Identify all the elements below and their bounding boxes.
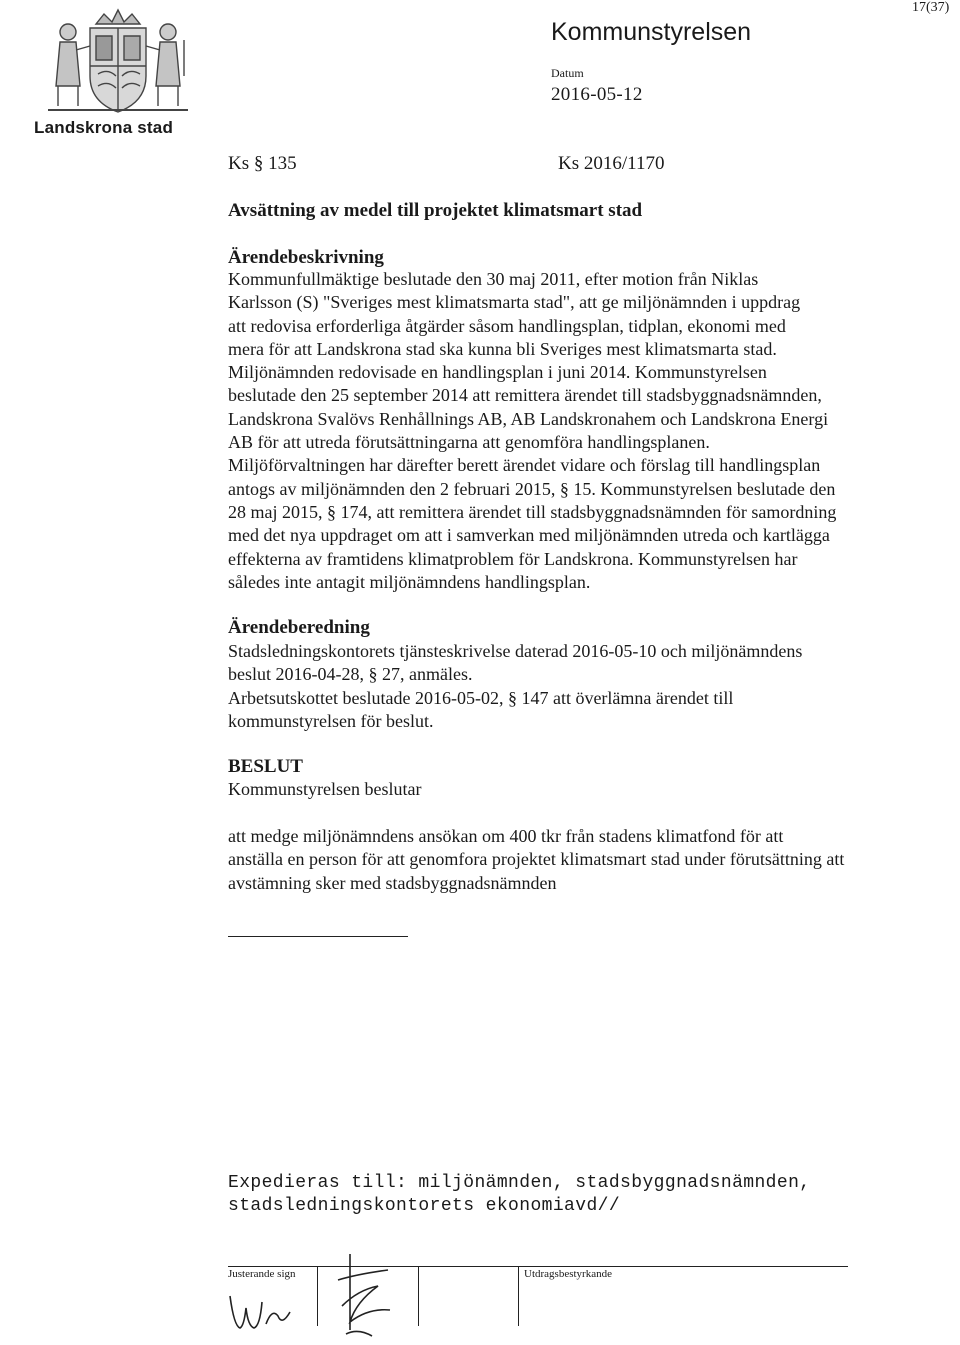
body-line: AB för att utreda förutsättningarna att genomföra handlingsplanen. [228,432,710,453]
section-body-arendebeskrivning [228,268,938,594]
case-number: Ks 2016/1170 [558,153,665,174]
body-line: Landskrona Svalövs Renhållnings AB, AB Landskronahem och Landskrona Energi [228,408,829,429]
body-line: Kommunfullmäktige beslutade den 30 maj 2011, efter motion från Niklas [228,269,759,289]
body-line: Karlsson (S) "Sveriges mest klimatsmarta stad", att ge miljönämnden i uppdrag [228,292,801,313]
paragraph-reference: Ks § 135 [228,153,297,174]
body-line: kommunstyrelsen för beslut. [228,710,434,731]
body-line: Stadsledningskontorets tjänsteskrivelse daterad 2016-05-10 och miljönämndens [228,641,803,661]
divider [228,936,408,937]
dispatch-line: stadsledningskontorets ekonomiavd// [228,1196,621,1216]
body-line: Miljöförvaltningen har därefter berett ärendet vidare och förslag till handlingsplan [228,455,821,476]
body-line: Miljönämnden redovisade en handlingsplan i juni 2014. Kommunstyrelsen [228,362,767,383]
dispatch-line: Expedieras till: miljönämnden, stadsbyggnadsnämnden, [228,1173,811,1193]
body-line: således inte antagit miljönämndens handlingsplan. [228,571,591,592]
body-line: med det nya uppdraget om att i samverkan med miljönämnden utreda och kartlägga [228,525,830,546]
footer-divider [418,1266,419,1326]
decision-text [228,825,938,895]
body-line: 28 maj 2015, § 174, att remittera ärendet till stadsbyggnadsnämnden för samordning [228,501,837,522]
footer-divider [518,1266,519,1326]
section-heading-beslut: BESLUT [228,756,303,777]
footer-label-utdrag: Utdragsbestyrkande [524,1268,612,1280]
footer-rule [228,1266,848,1267]
body-line: avstämning sker med stadsbyggnadsnämnden [228,872,557,893]
coat-of-arms-icon [38,6,198,118]
body-line: mera för att Landskrona stad ska kunna bli Sveriges mest klimatsmarta stad. [228,338,777,359]
signature-initials [328,1250,398,1340]
body-line: beslutade den 25 september 2014 att remittera ärendet till stadsbyggnadsnämnden, [228,385,822,406]
body-line: beslut 2016-04-28, § 27, anmäles. [228,664,473,685]
body-line: att redovisa erforderliga åtgärder såsom handlingsplan, tidplan, ekonomi med [228,315,786,336]
footer-label-justerande: Justerande sign [228,1268,296,1280]
date-label: Datum [551,66,584,80]
signature-initials [226,1286,296,1336]
body-line: antogs av miljönämnden den 2 februari 2015, § 15. Kommunstyrelsen beslutade den [228,478,836,499]
page-number: 17(37) [912,0,950,15]
date-value: 2016-05-12 [551,84,643,105]
document-title: Avsättning av medel till projektet klimatsmart stad [228,200,643,221]
section-heading-arendeberedning: Ärendeberedning [228,617,370,638]
committee-title: Kommunstyrelsen [551,18,752,46]
section-body-arendeberedning [228,640,938,733]
body-line: att medge miljönämndens ansökan om 400 tkr från stadens klimatfond för att [228,826,784,846]
body-line: anställa en person för att genomfora projektet klimatsmart stad under förutsättning att [228,849,845,870]
dispatch-note [228,1172,811,1218]
footer-divider [317,1266,318,1326]
decision-intro: Kommunstyrelsen beslutar [228,779,422,799]
body-line: Arbetsutskottet beslutade 2016-05-02, § 147 att överlämna ärendet till [228,687,734,708]
body-line: effekterna av framtidens klimatproblem för Landskrona. Kommunstyrelsen har [228,548,798,569]
municipality-name: Landskrona stad [34,118,174,137]
section-heading-arendebeskrivning: Ärendebeskrivning [228,247,384,268]
